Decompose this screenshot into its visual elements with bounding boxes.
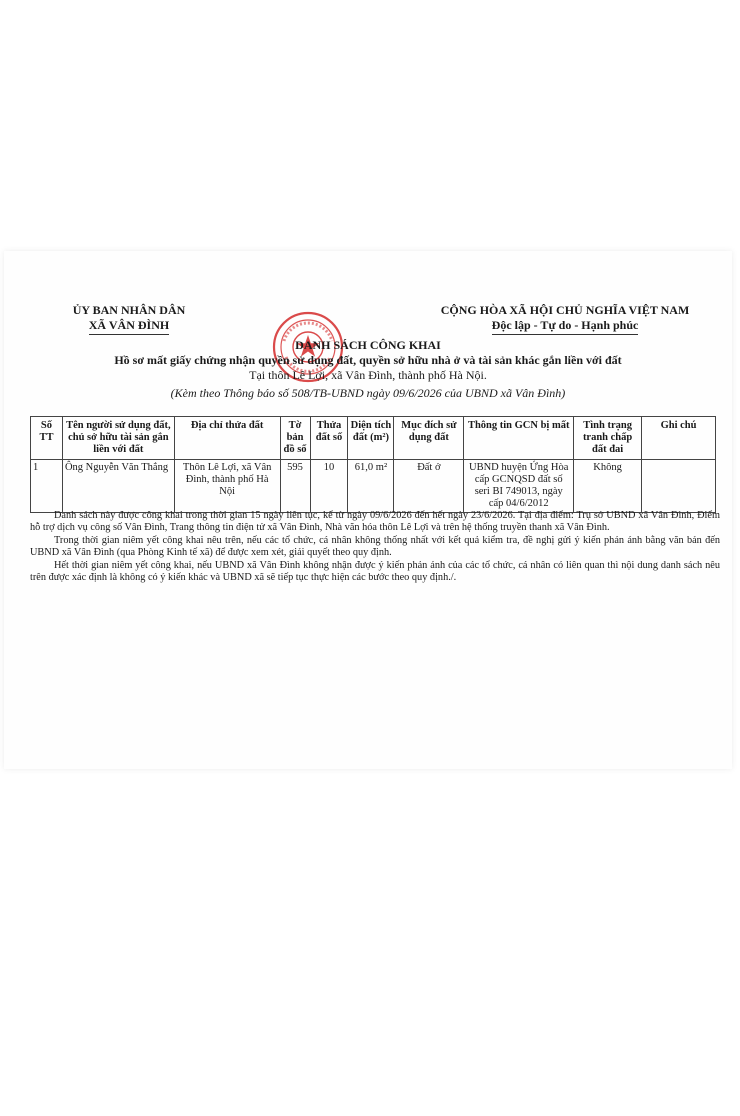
col-header-note: Ghi chú — [642, 417, 716, 460]
document-location: Tại thôn Lê Lợi, xã Vân Đình, thành phố Hà Nội. — [249, 368, 487, 382]
cell-map-sheet: 595 — [280, 460, 310, 513]
col-header-name: Tên người sử dụng đất, chủ sở hữu tài sản gắn liền với đất — [62, 417, 174, 460]
note-paragraph: Danh sách này được công khai trong thời gian 15 ngày liên tục, kể từ ngày 09/6/2026 đến hết ngày 23/6/2026. Tại địa điểm: Trụ sở UBND xã Vân Đình, Điểm hỗ trợ dịch vụ công số Vân Đình, Trang thông tin điện tử xã Vân Đình, Nhà văn hóa thôn Lê Lợi và trên hệ thống truyền thanh xã Vân Đình. — [30, 510, 720, 534]
table-row — [31, 460, 716, 513]
col-header-address: Địa chỉ thửa đất — [174, 417, 280, 460]
issuer-line2: XÃ VÂN ĐÌNH — [89, 318, 169, 335]
national-title: CỘNG HÒA XÃ HỘI CHỦ NGHĨA VIỆT NAM — [440, 303, 690, 317]
note-paragraph: Hết thời gian niêm yết công khai, nếu UBND xã Vân Đình không nhận được ý kiến phản ánh của các tổ chức, cá nhân có liên quan thì nội dung danh sách nêu trên được xác định là không có ý kiến khác và UBND xã sẽ tiếp tục thực hiện các bước theo quy định./. — [30, 559, 720, 584]
col-header-gcn-info: Thông tin GCN bị mất — [464, 417, 574, 460]
document-reference: (Kèm theo Thông báo số 508/TB-UBND ngày 09/6/2026 của UBND xã Vân Đình) — [170, 386, 566, 400]
issuer-line1: ỦY BAN NHÂN DÂN — [72, 303, 186, 317]
col-header-area: Diện tích đất (m²) — [348, 417, 394, 460]
national-motto: Độc lập - Tự do - Hạnh phúc — [492, 318, 639, 335]
cell-purpose: Đất ở — [394, 460, 464, 513]
title-block — [4, 338, 732, 401]
national-header — [404, 303, 726, 335]
col-header-dispute: Tình trạng tranh chấp đất đai — [574, 417, 642, 460]
col-header-purpose: Mục đích sử dụng đất — [394, 417, 464, 460]
cell-parcel: 10 — [310, 460, 348, 513]
table-header-row — [31, 417, 716, 460]
cell-dispute: Không — [574, 460, 642, 513]
cell-gcn-info: UBND huyện Ứng Hòa cấp GCNQSD đất số seri BI 749013, ngày cấp 04/6/2012 — [464, 460, 574, 513]
cell-name: Ông Nguyễn Văn Thắng — [62, 460, 174, 513]
note-paragraph: Trong thời gian niêm yết công khai nêu trên, nếu các tổ chức, cá nhân không thống nhất với kết quả kiểm tra, đề nghị gửi ý kiến phản ánh bằng văn bản đến UBND xã Vân Đình (qua Phòng Kinh tế xã) để được xem xét, giải quyết theo quy định. — [30, 534, 720, 559]
document-title: DANH SÁCH CÔNG KHAI — [295, 338, 441, 352]
cell-area: 61,0 m² — [348, 460, 394, 513]
col-header-parcel: Thửa đất số — [310, 417, 348, 460]
records-table — [30, 416, 716, 513]
notes-section — [30, 510, 720, 584]
cell-stt: 1 — [31, 460, 63, 513]
issuer-header — [34, 303, 224, 335]
cell-address: Thôn Lê Lợi, xã Vân Đình, thành phố Hà Nội — [174, 460, 280, 513]
cell-note — [642, 460, 716, 513]
col-header-map-sheet: Tờ bản đồ số — [280, 417, 310, 460]
col-header-stt: Số TT — [31, 417, 63, 460]
document-subtitle: Hồ sơ mất giấy chứng nhận quyền sử dụng đất, quyền sở hữu nhà ở và tài sản khác gắn liền với đất — [114, 353, 622, 367]
document-sheet — [4, 251, 732, 769]
